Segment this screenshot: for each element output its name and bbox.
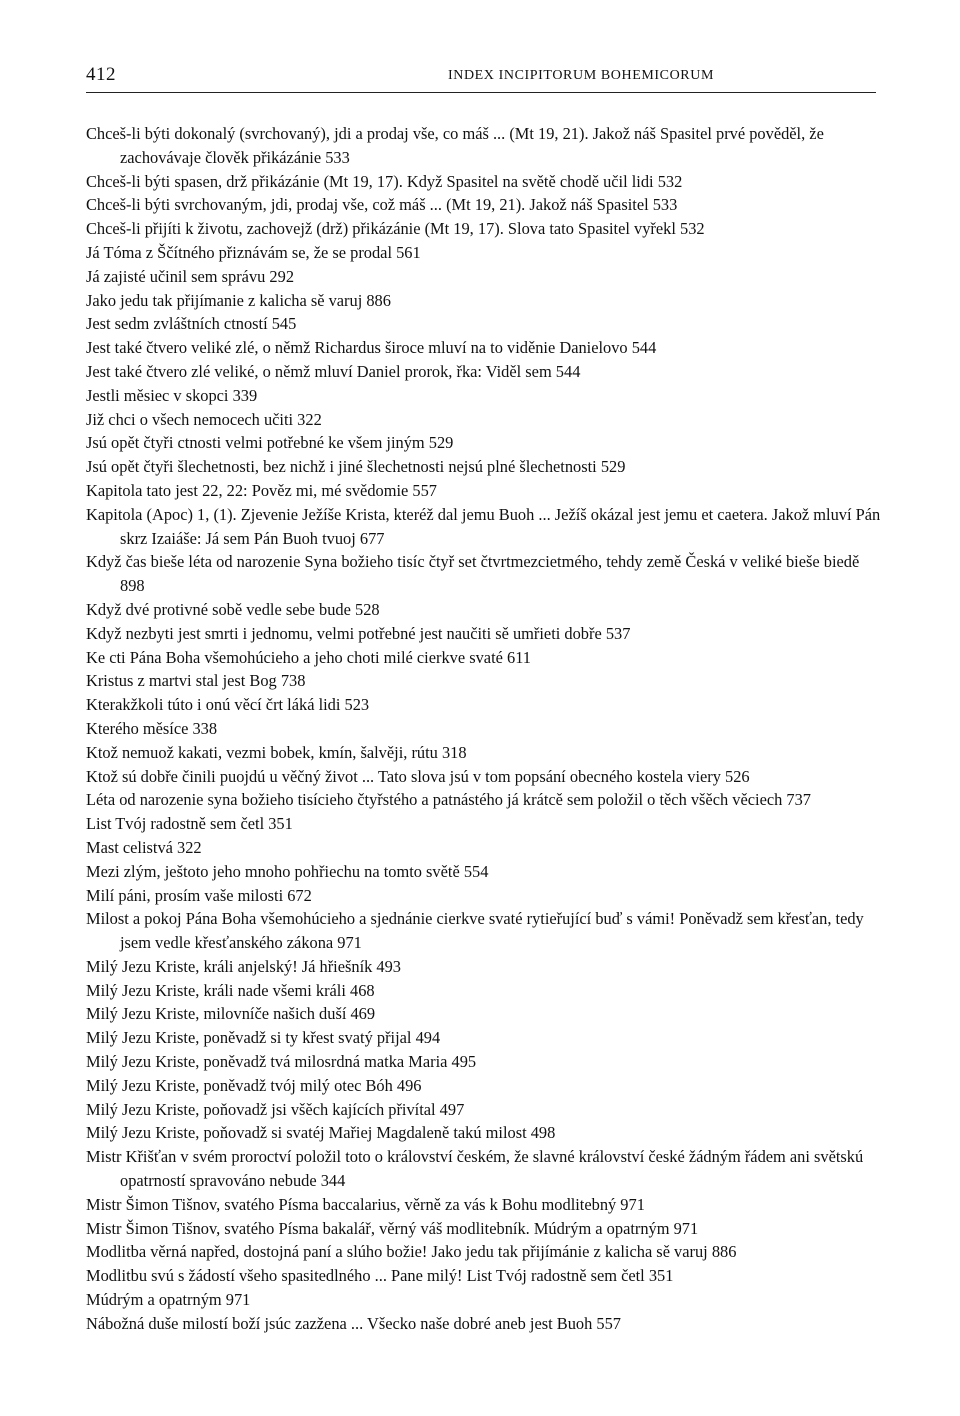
index-entry: Kapitola (Apoc) 1, (1). Zjevenie Ježíše Krista, kteréž dal jemu Buoh ... Ježíš okázal jest jemu et caetera. Jakož mluví Pán skrz Izaiáše: Já sem Pán Buoh tvuoj 677 — [86, 504, 881, 548]
index-entry: Léta od narozenie syna božieho tisícieho čtyřstého a patnástého já krátcě sem položil o těch všěch věciech 737 — [86, 790, 812, 810]
index-entry: Když dvé protivné sobě vedle sebe bude 528 — [86, 599, 380, 619]
index-entry: Ktož sú dobře činili puojdú u věčný život ... Tato slova jsú v tom popsání obecného kostela viery 526 — [86, 766, 750, 786]
index-entry: Kapitola tato jest 22, 22: Pověz mi, mé svědomie 557 — [86, 480, 437, 500]
index-entry: Milý Jezu Kriste, králi anjelský! Já hřiešník 493 — [86, 956, 401, 976]
index-entry: Jsú opět čtyři šlechetnosti, bez nichž i jiné šlechetnosti nejsú plné šlechetnosti 529 — [86, 457, 626, 477]
index-entry: Kterého měsíce 338 — [86, 718, 218, 738]
index-entry: Chceš-li přijíti k životu, zachovejž (drž) přikázánie (Mt 19, 17). Slova tato Spasitel vyřekl 532 — [86, 219, 705, 239]
index-entry: Ke cti Pána Boha všemohúcieho a jeho choti milé cierkve svaté 611 — [86, 647, 531, 667]
index-entry: Modlitbu svú s žádostí všeho spasitedlného ... Pane milý! List Tvój radostně sem četl 351 — [86, 1266, 674, 1286]
index-entry: Já Tóma z Ščítného přiznávám se, že se prodal 561 — [86, 242, 421, 262]
index-entry: Chceš-li býti svrchovaným, jdi, prodaj vše, což máš ... (Mt 19, 21). Jakož náš Spasitel 533 — [86, 195, 678, 215]
index-entries — [86, 122, 882, 1336]
index-entry: Kterakžkoli túto i onú věcí črt láká lidi 523 — [86, 695, 370, 715]
index-entry: Mast celistvá 322 — [86, 837, 202, 857]
index-entry: Jest sedm zvláštních ctností 545 — [86, 314, 297, 334]
index-entry: Nábožná duše milostí boží jsúc zazžena ... Všecko naše dobré aneb jest Buoh 557 — [86, 1313, 621, 1333]
index-entry: Modlitba věrná napřed, dostojná paní a slúho božie! Jako jedu tak přijímánie z kalicha sě varuj 886 — [86, 1242, 737, 1262]
index-entry: Múdrým a opatrným 971 — [86, 1290, 251, 1310]
index-entry: Mezi zlým, ještoto jeho mnoho pohřiechu na tomto světě 554 — [86, 861, 489, 881]
index-entry: Jsú opět čtyři ctnosti velmi potřebné ke všem jiným 529 — [86, 433, 454, 453]
index-entry: Milí páni, prosím vaše milosti 672 — [86, 885, 312, 905]
index-entry: Chceš-li býti dokonalý (svrchovaný), jdi a prodaj vše, co máš ... (Mt 19, 21). Jakož náš Spasitel prvé pověděl, že zachovávaje člověk přikázánie 533 — [86, 124, 824, 167]
index-entry: Milý Jezu Kriste, poněvadž tvá milosrdná matka Maria 495 — [86, 1052, 477, 1072]
index-entry: Milý Jezu Kriste, poněvadž si ty křest svatý přijal 494 — [86, 1028, 441, 1048]
index-entry: Milý Jezu Kriste, poňovadž si svatéj Mařiej Magdaleně takú milost 498 — [86, 1123, 556, 1143]
index-entry: List Tvój radostně sem četl 351 — [86, 814, 293, 834]
index-entry: Mistr Šimon Tišnov, svatého Písma bakalář, věrný váš modlitebník. Múdrým a opatrným 971 — [86, 1218, 699, 1238]
index-entry: Když nezbyti jest smrti i jednomu, velmi potřebné jest naučiti sě umřieti dobře 537 — [86, 623, 631, 643]
index-entry: Chceš-li býti spasen, drž přikázánie (Mt 19, 17). Když Spasitel na světě chodě učil lidi 532 — [86, 171, 683, 191]
index-entry: Milost a pokoj Pána Boha všemohúcieho a sjednánie cierkve svaté rytieřující buď s vámi! Poněvadž sem křesťan, tedy jsem vedle křesťanského zákona 971 — [86, 909, 864, 953]
index-entry: Jest také čtvero veliké zlé, o němž Richardus široce mluví na to viděnie Danielovo 544 — [86, 338, 657, 358]
running-header — [86, 62, 876, 93]
index-entry: Když čas bieše léta od narozenie Syna božieho tisíc čtyř set čtvrtmezcietmého, tehdy země Česká v veliké bieše biedě 898 — [86, 552, 860, 596]
index-entry: Jest také čtvero zlé veliké, o němž mluví Daniel prorok, řka: Viděl sem 544 — [86, 361, 581, 381]
index-entry: Mistr Křišťan v svém proroctví položil toto o království českém, že slavné království české žádným řádem ani světskú opatrností spravováno nebude 344 — [86, 1147, 864, 1191]
index-entry: Milý Jezu Kriste, králi nade všemi králi 468 — [86, 980, 375, 1000]
page-number: 412 — [86, 64, 116, 85]
index-entry: Již chci o všech nemocech učiti 322 — [86, 409, 322, 429]
index-entry: Jestli měsiec v skopci 339 — [86, 385, 258, 405]
index-entry: Kristus z martvi stal jest Bog 738 — [86, 671, 306, 691]
index-entry: Já zajisté učinil sem správu 292 — [86, 266, 295, 286]
index-entry: Milý Jezu Kriste, poněvadž tvój milý otec Bóh 496 — [86, 1075, 422, 1095]
index-entry: Ktož nemuož kakati, vezmi bobek, kmín, šalvěji, rútu 318 — [86, 742, 467, 762]
index-entry: Milý Jezu Kriste, poňovadž jsi všěch kajících přivítal 497 — [86, 1099, 465, 1119]
index-entry: Milý Jezu Kriste, milovníče našich duší 469 — [86, 1004, 376, 1024]
running-title: INDEX INCIPITORUM BOHEMICORUM — [447, 68, 715, 83]
index-entry: Mistr Šimon Tišnov, svatého Písma baccalarius, věrně za vás k Bohu modlitebný 971 — [86, 1194, 645, 1214]
index-entry: Jako jedu tak přijímanie z kalicha sě varuj 886 — [86, 290, 391, 310]
